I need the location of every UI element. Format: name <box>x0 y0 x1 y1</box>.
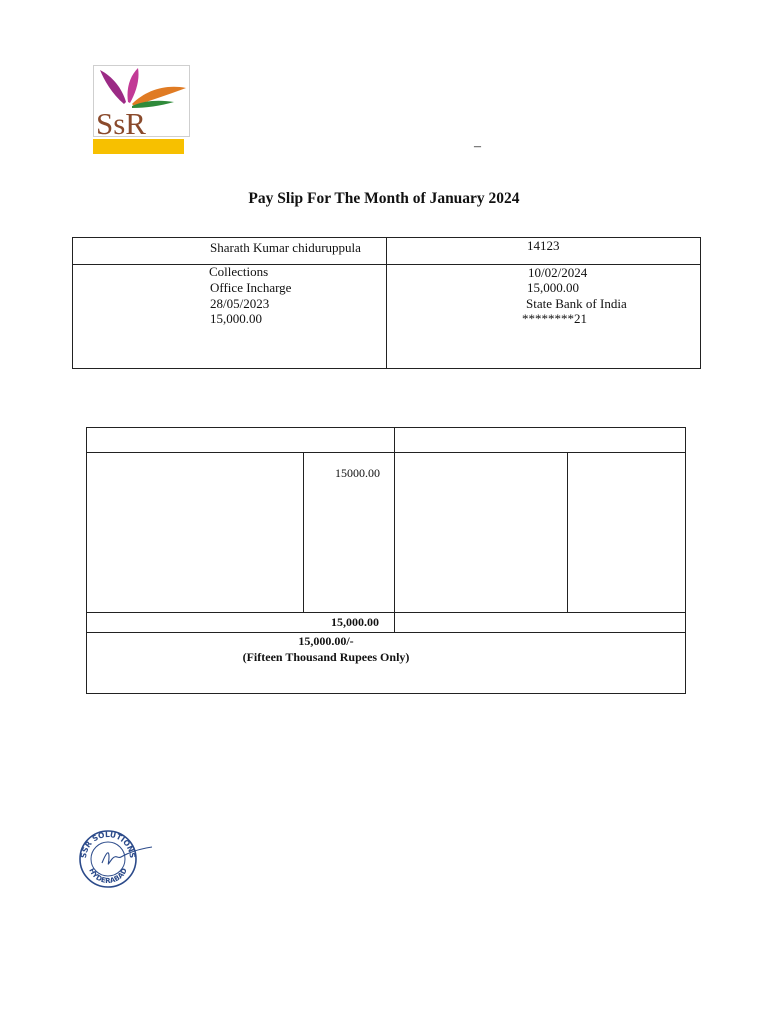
employee-department: Collections <box>209 264 269 279</box>
net-pay: 15,000.00 <box>527 280 579 295</box>
basic-value: 15000.00 <box>335 466 380 480</box>
table-divider <box>87 632 685 633</box>
table-divider <box>303 452 304 612</box>
table-divider <box>73 264 700 265</box>
bank-account: ********21 <box>522 311 587 326</box>
net-amount: 15,000.00/- <box>298 634 354 648</box>
stamp-bottom-text: HYDERABAD <box>87 866 129 886</box>
table-divider <box>386 238 387 368</box>
logo-leaves-icon <box>94 66 189 136</box>
table-divider <box>394 428 395 632</box>
earnings-table <box>86 427 686 694</box>
company-stamp <box>76 827 156 891</box>
employee-name: Sharath Kumar chiduruppula <box>210 240 361 255</box>
employee-info-table <box>72 237 701 369</box>
table-divider <box>87 612 685 613</box>
employee-designation: Office Incharge <box>210 280 292 295</box>
svg-text:SSR SOLUTIONS <box>79 830 137 859</box>
employee-joining-date: 28/05/2023 <box>210 296 270 311</box>
employee-gross: 15,000.00 <box>210 311 262 326</box>
employee-id: 14123 <box>527 238 560 253</box>
table-divider <box>567 452 568 612</box>
earnings-total: 15,000.00 <box>331 615 379 629</box>
logo-text: SsR <box>96 106 146 136</box>
header-dash: – <box>474 139 481 154</box>
stamp-top-text: SSR SOLUTIONS <box>78 829 138 859</box>
company-logo <box>93 65 190 137</box>
payslip-title: Pay Slip For The Month of January 2024 <box>248 190 520 207</box>
bank-name: State Bank of India <box>526 296 627 311</box>
stamp-seal-icon <box>76 827 156 891</box>
table-divider <box>87 452 685 453</box>
logo-bar <box>93 139 184 154</box>
pay-date: 10/02/2024 <box>528 265 588 280</box>
net-amount-words: (Fifteen Thousand Rupees Only) <box>242 650 410 664</box>
